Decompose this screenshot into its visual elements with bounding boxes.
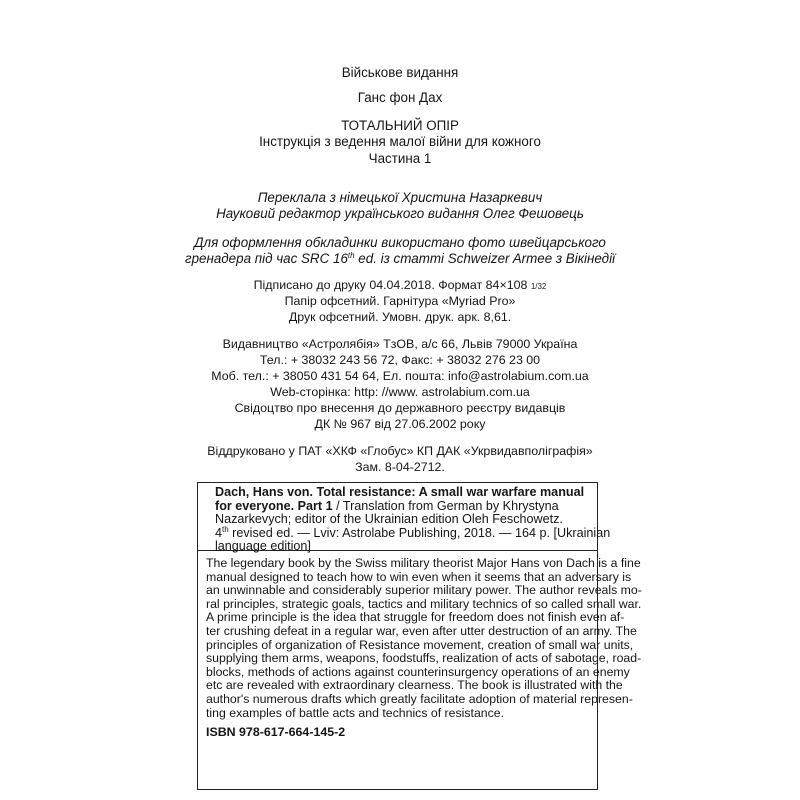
print-spec-line-2: Папір офсетний. Гарнітура «Myriad Pro» [284, 294, 516, 308]
publisher-registry: Свідоцтво про внесення до державного реєстру видавців [234, 401, 566, 415]
abstract-line: ral principles, strategic goals, tactics and military technics of so called small war. [206, 596, 642, 611]
abstract-line: supplying them arms, weapons, foodstuffs, realization of acts of sabotage, road- [206, 651, 642, 666]
book-title: ТОТАЛЬНИЙ ОПІР [341, 118, 459, 133]
translator-line: Переклала з німецької Христина Назаркевич [257, 190, 543, 205]
print-spec-line-1: Підписано до друку 04.04.2018. Формат 84×108 1/32 [253, 278, 547, 292]
book-subtitle: Інструкція з ведення малої війни для кожного [259, 134, 541, 149]
publisher-website: Web-сторінка: http: //www. astrolabium.com.ua [270, 385, 530, 399]
printer-line: Віддруковано у ПАТ «ХКФ «Глобус» КП ДАК «Укрвидавполіграфія» [207, 444, 593, 458]
publisher-phone: Тел.: + 38032 243 56 72, Факс: + 38032 276 23 00 [259, 353, 541, 367]
abstract-line: A prime principle is the idea that struggle for freedom does not finish even af- [206, 610, 625, 625]
publisher-address: Видавництво «Астролябія» ТзОВ, а/с 66, Львів 79000 Україна [222, 337, 578, 351]
abstract-line: an unwinnable and considerably superior military power. The author reveals mo- [206, 583, 642, 598]
isbn: ISBN 978-617-664-145-2 [206, 725, 346, 739]
publisher-mobile-email: Моб. тел.: + 38050 431 54 64, Ел. пошта: info@astrolabium.com.ua [211, 369, 589, 383]
publication-category: Військове видання [341, 65, 459, 80]
abstract-line: etc are revealed with extraordinary clearness. The book is illustrated with the [206, 678, 623, 693]
bib-line-5: language edition] [215, 539, 311, 554]
abstract-line: author's numerous drafts which greatly facilitate adoption of material represen- [206, 691, 633, 706]
cover-note-line-1: Для оформлення обкладинки використано фото швейцарського [194, 235, 606, 250]
catalog-card [197, 482, 642, 790]
author-name: Ганс фон Дах [357, 90, 443, 105]
abstract-line: manual designed to teach how to win even when it seems that an adversary is [206, 569, 632, 584]
bib-line-4: 4th revised ed. — Lviv: Astrolabe Publishing, 2018. — 164 p. [Ukrainian [215, 524, 611, 540]
book-part: Частина 1 [368, 151, 432, 166]
bib-line-3: Nazarkevych; editor of the Ukrainian edition Oleh Feschowetz. [215, 512, 563, 527]
editor-line: Науковий редактор українського видання Олег Фешовець [216, 206, 584, 221]
abstract-line: ting examples of battle acts and technics of resistance. [206, 705, 505, 720]
abstract-line: principles of organization of Resistance movement, creation of small war units, [206, 637, 634, 652]
publisher-license: ДК № 967 від 27.06.2002 року [314, 417, 486, 431]
order-number: Зам. 8-04-2712. [355, 460, 445, 474]
abstract-text [206, 556, 642, 720]
abstract-line: The legendary book by the Swiss military theorist Major Hans von Dach is a fine [206, 556, 641, 570]
cover-note-line-2: гренадера під час SRC 16th ed. із статті Schweizer Armee з Вікінедії [184, 251, 616, 266]
abstract-line: ter crushing defeat in a regular war, even after utter destruction of an army. The [206, 623, 637, 638]
abstract-line: blocks, methods of actions against counterinsurgency operations of an enemy [206, 664, 630, 679]
bib-line-1: Dach, Hans von. Total resistance: A small war warfare manual [215, 485, 585, 499]
bib-line-2: for everyone. Part 1 / Translation from German by Khrystyna [215, 498, 559, 513]
print-spec-line-3: Друк офсетний. Умовн. друк. арк. 8,61. [288, 310, 512, 324]
bibliographic-record [198, 483, 611, 554]
